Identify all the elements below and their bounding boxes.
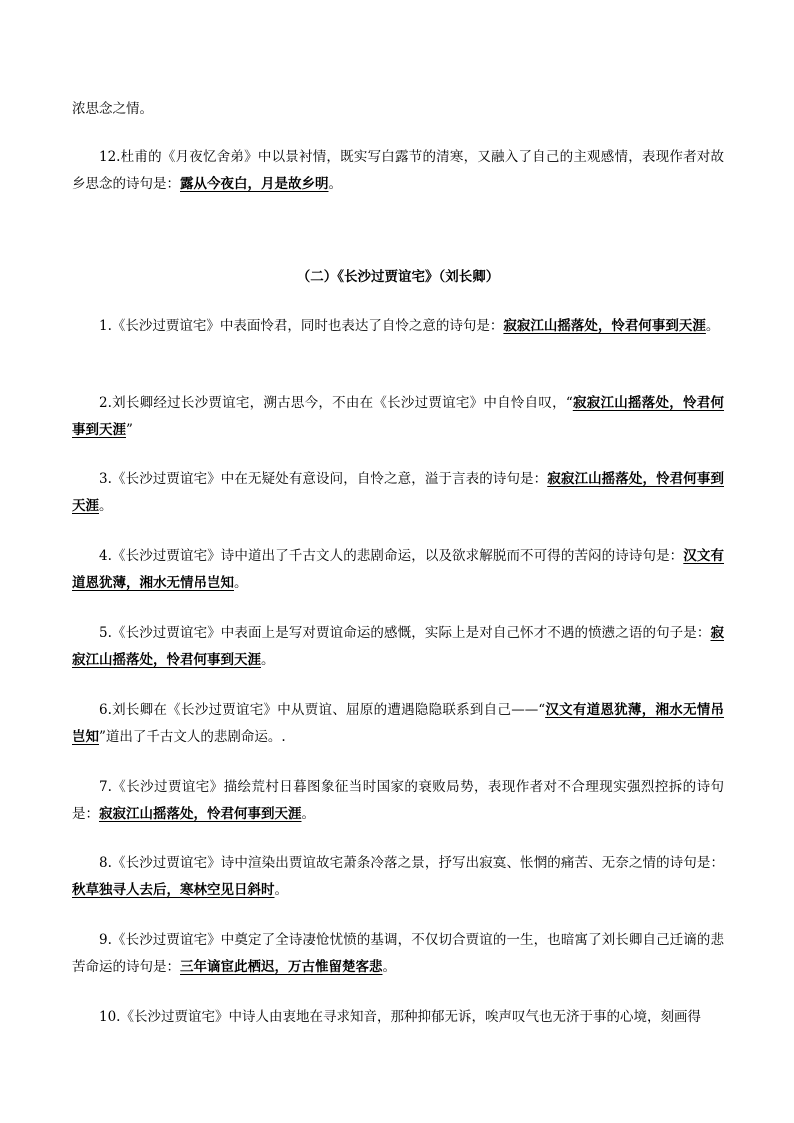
- question-suffix: 。: [382, 959, 396, 975]
- question-suffix: 。: [261, 652, 275, 668]
- question-prompt: 6.刘长卿在《长沙过贾谊宅》中从贾谊、屈原的遭遇隐隐联系到自己——“: [99, 702, 546, 718]
- question-suffix: 。: [234, 575, 248, 591]
- question-suffix: 。: [301, 806, 315, 822]
- question-prompt: 4.《长沙过贾谊宅》诗中道出了千古文人的悲剧命运，以及欲求解脱而不可得的苦闷的诗诗句是：: [99, 548, 684, 564]
- question-item: [72, 543, 724, 597]
- question-prompt: 8.《长沙过贾谊宅》诗中渲染出贾谊故宅萧条冷落之景，抒写出寂寞、怅惘的痛苦、无奈之情的诗句是：: [99, 855, 724, 871]
- question-12: [72, 144, 724, 198]
- question-answer: 寂寂江山摇落处，怜君何事到天涯: [72, 625, 724, 668]
- question-prompt: 10.《长沙过贾谊宅》中诗人由衷地在寻求知音，那种抑郁无诉，唉声叹气也无济于事的心境，刻画得: [99, 1009, 701, 1025]
- question-item: [72, 697, 724, 751]
- question-suffix: ”: [126, 422, 133, 438]
- question-answer: 三年谪宦此栖迟，万古惟留楚客悲: [180, 959, 383, 975]
- question-prompt: 7.《长沙过贾谊宅》描绘荒村日暮图象征当时国家的衰败局势，表现作者对不合理现实强烈控拆的诗句是：: [72, 779, 724, 822]
- question-suffix: 。: [274, 882, 288, 898]
- question-suffix: 。: [99, 498, 113, 514]
- intro-tail-text: 浓思念之情。: [72, 101, 153, 117]
- section-title: （二）《长沙过贾谊宅》（刘长卿）: [296, 269, 500, 285]
- question-answer: 秋草独寻人去后，寒林空见日斜时: [72, 882, 275, 898]
- question-item: [72, 774, 724, 828]
- question-item: [72, 620, 724, 674]
- intro-tail-paragraph: [72, 96, 724, 123]
- question-prompt: 3.《长沙过贾谊宅》中在无疑处有意设问，自怜之意，溢于言表的诗句是：: [99, 471, 548, 487]
- question-item: [72, 1004, 724, 1031]
- question-12-suffix: 。: [328, 176, 342, 192]
- question-answer: 寂寂江山摇落处，怜君何事到天涯: [503, 318, 706, 334]
- question-item: [72, 390, 724, 444]
- question-suffix: ”道出了千古文人的悲剧命运。.: [99, 729, 286, 745]
- question-prompt: 1.《长沙过贾谊宅》中表面怜君，同时也表达了自怜之意的诗句是：: [99, 318, 504, 334]
- question-prompt: 2.刘长卿经过长沙贾谊宅，溯古思今，不由在《长沙过贾谊宅》中自怜自叹，“: [99, 395, 573, 411]
- question-item: [72, 313, 724, 340]
- question-answer: 寂寂江山摇落处，怜君何事到天涯: [72, 471, 724, 514]
- question-prompt: 9.《长沙过贾谊宅》中奠定了全诗凄怆忧愤的基调，不仅切合贾谊的一生，也暗寓了刘长卿自己迁谪的悲苦命运的诗句是：: [72, 932, 724, 975]
- question-answer: 汉文有道恩犹薄，湘水无情吊岂知: [72, 548, 725, 591]
- question-answer: 汉文有道恩犹薄，湘水无情吊岂知: [72, 702, 725, 745]
- question-suffix: 。: [705, 318, 720, 334]
- question-12-answer: 露从今夜白，月是故乡明: [180, 176, 329, 192]
- question-12-prompt: 12.杜甫的《月夜忆舍弟》中以景衬情，既实写白露节的清寒，又融入了自己的主观感情，表现作者对故乡思念的诗句是：: [72, 149, 724, 192]
- question-item: [72, 850, 724, 904]
- question-prompt: 5.《长沙过贾谊宅》中表面上是写对贾谊命运的感慨，实际上是对自己怀才不遇的愤懑之语的句子是：: [99, 625, 711, 641]
- question-answer: 寂寂江山摇落处，怜君何事到天涯: [99, 806, 302, 822]
- question-item: [72, 927, 724, 981]
- question-item: [72, 466, 724, 520]
- question-answer: 寂寂江山摇落处，怜君何事到天涯: [72, 395, 725, 438]
